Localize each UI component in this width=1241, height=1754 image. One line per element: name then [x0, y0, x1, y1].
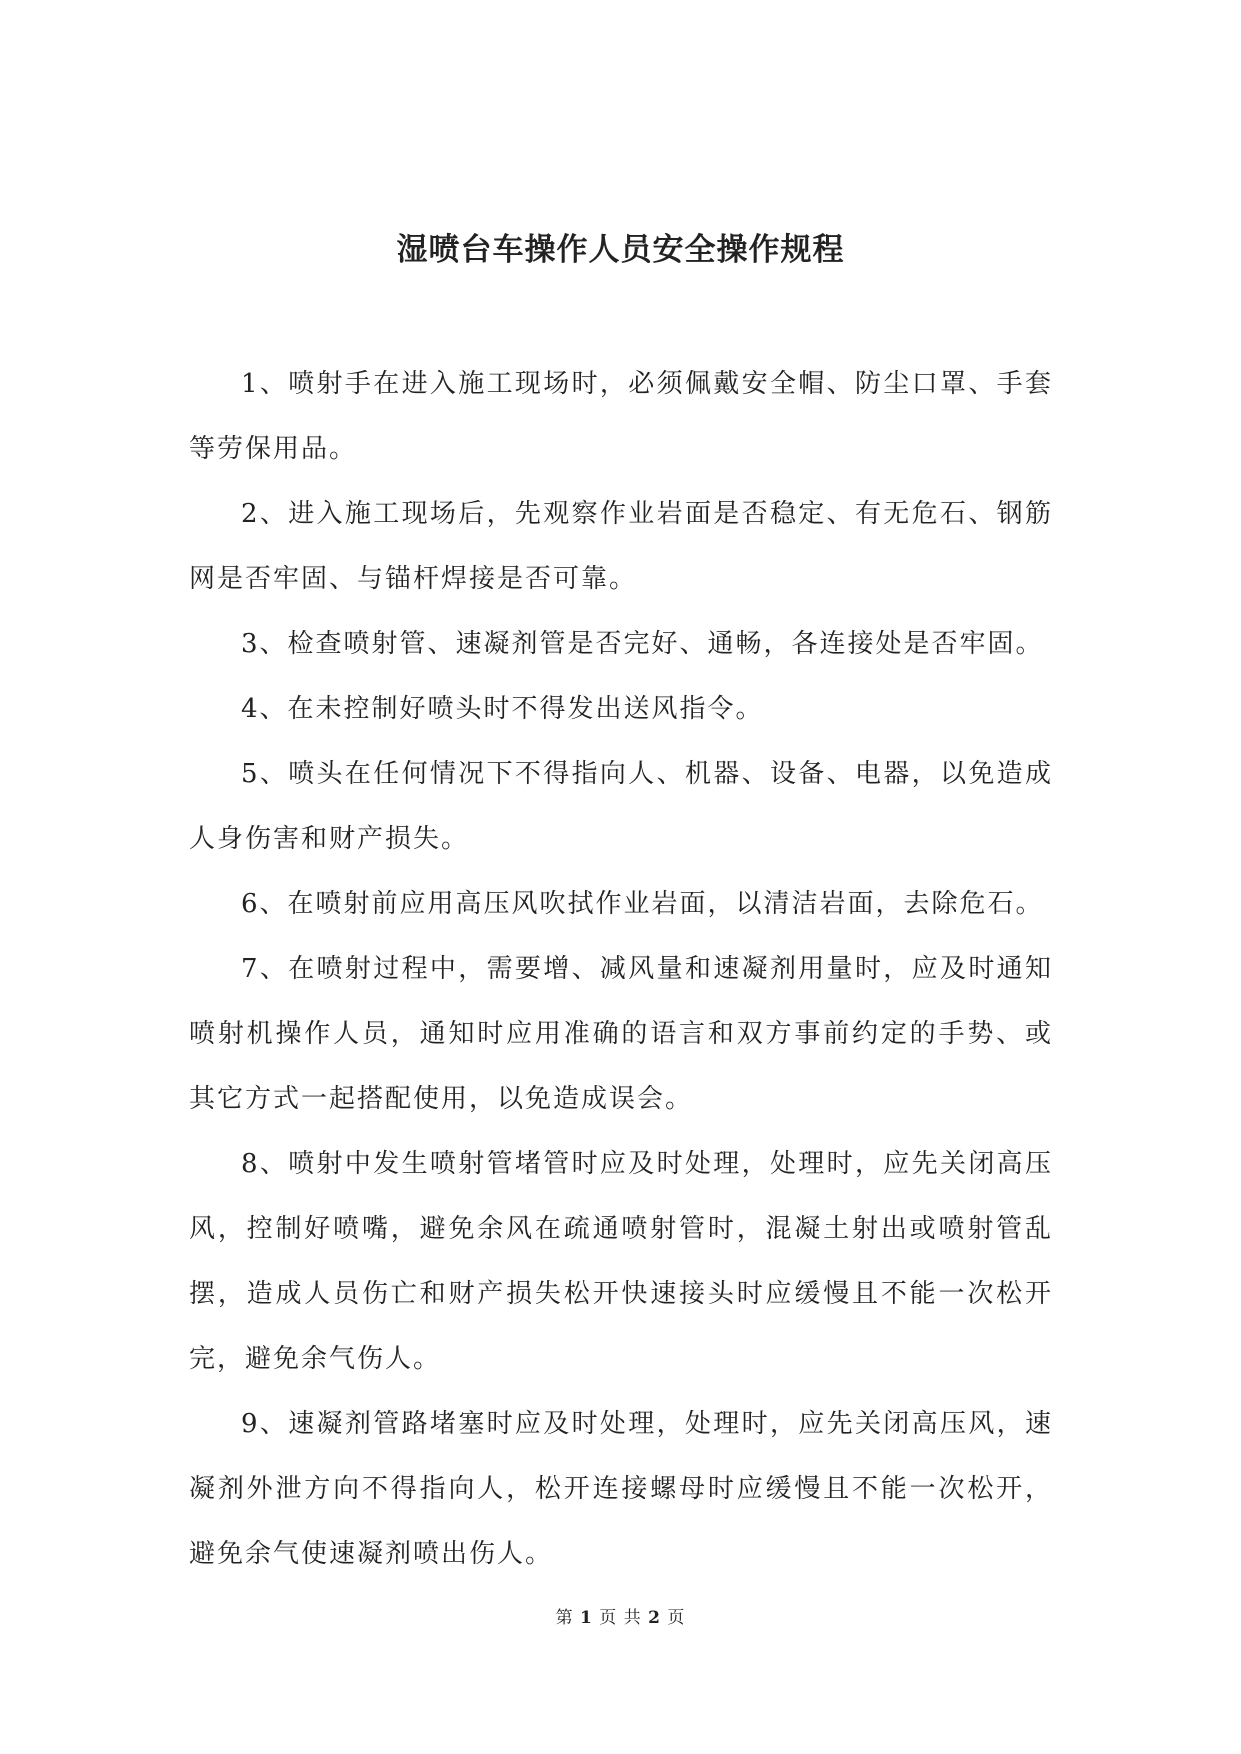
document-title: 湿喷台车操作人员安全操作规程	[396, 232, 845, 268]
footer-middle: 页 共	[599, 1608, 642, 1628]
document-body	[189, 352, 1053, 1587]
page-footer	[0, 1606, 1241, 1630]
paragraph-6: 6、在喷射前应用高压风吹拭作业岩面，以清洁岩面，去除危石。	[241, 889, 1044, 919]
paragraph-4: 4、在未控制好喷头时不得发出送风指令。	[241, 694, 764, 724]
footer-suffix: 页	[667, 1608, 686, 1628]
paragraph-8: 8、喷射中发生喷射管堵管时应及时处理，处理时，应先关闭高压风，控制好喷嘴，避免余风在疏通喷射管时，混凝土射出或喷射管乱摆，造成人员伤亡和财产损失松开快速接头时应缓慢且不能一次松开完，避免余气伤人。	[189, 1149, 1053, 1374]
paragraph-3: 3、检查喷射管、速凝剂管是否完好、通畅，各连接处是否牢固。	[241, 629, 1044, 659]
current-page-number: 1	[580, 1608, 593, 1628]
total-page-number: 2	[648, 1608, 661, 1628]
paragraph-5: 5、喷头在任何情况下不得指向人、机器、设备、电器，以免造成人身伤害和财产损失。	[189, 759, 1053, 854]
paragraph-9: 9、速凝剂管路堵塞时应及时处理，处理时，应先关闭高压风，速凝剂外泄方向不得指向人，松开连接螺母时应缓慢且不能一次松开，避免余气使速凝剂喷出伤人。	[189, 1409, 1053, 1569]
paragraph-1: 1、喷射手在进入施工现场时，必须佩戴安全帽、防尘口罩、手套等劳保用品。	[189, 369, 1053, 464]
paragraph-2: 2、进入施工现场后，先观察作业岩面是否稳定、有无危石、钢筋网是否牢固、与锚杆焊接是否可靠。	[189, 499, 1053, 594]
paragraph-7: 7、在喷射过程中，需要增、减风量和速凝剂用量时，应及时通知喷射机操作人员，通知时应用准确的语言和双方事前约定的手势、或其它方式一起搭配使用，以免造成误会。	[189, 954, 1053, 1114]
footer-prefix: 第	[555, 1608, 574, 1628]
